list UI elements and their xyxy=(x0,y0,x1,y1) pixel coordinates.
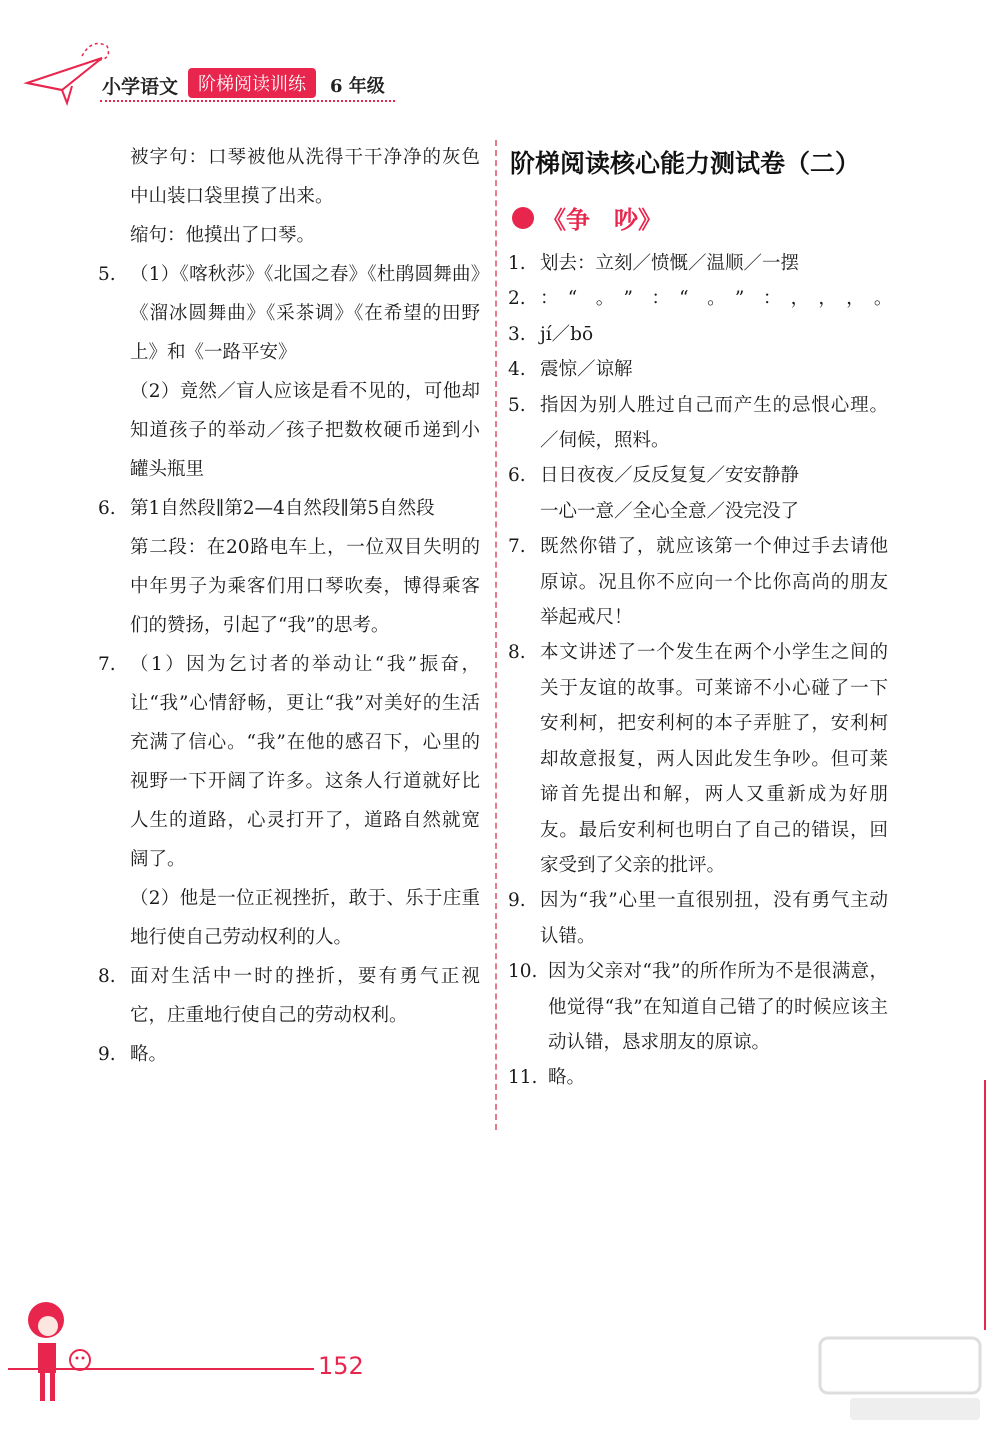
test-title: 阶梯阅读核心能力测试卷（二） xyxy=(510,149,861,178)
answer-subitem: 一心一意／全心全意／没完没了 xyxy=(540,500,800,522)
item-number: 5. xyxy=(508,394,526,416)
item-text: （1）因为乞讨者的举动让“我”振奋，让“我”心情舒畅，更让“我”对美好的生活充满了信心。“我”在他的感召下，心里的视野一下开阔了许多。这条人行道就好比人生的道路，心灵打开了，道路自然就宽阔了。 xyxy=(130,654,480,870)
item-text: 本文讲述了一个发生在两个小学生之间的关于友谊的故事。可莱谛不小心碰了一下安利柯，把安利柯的本子弄脏了，安利柯却故意报复，两人因此发生争吵。但可莱谛首先提出和解，两人又重新成为好朋友。最后安利柯也明白了自己的错误，回家受到了父亲的批评。 xyxy=(540,642,888,876)
paper-plane-icon xyxy=(22,38,112,108)
header-grade: 6 年级 xyxy=(330,76,385,97)
item-text: 指因为别人胜过自己而产生的忌恨心理。／伺候，照料。 xyxy=(540,394,888,452)
item-number: 8. xyxy=(508,642,526,664)
item-text: 划去：立刻／愤慨／温顺／一摆 xyxy=(540,253,800,274)
answer-item-6 xyxy=(98,489,480,528)
section-title-text: 《争 吵》 xyxy=(542,205,662,234)
answer-item-7 xyxy=(98,645,480,879)
item-text: 因为父亲对“我”的所作所为不是很满意，他觉得“我”在知道自己错了的时候应该主动认错，恳求朋友的原谅。 xyxy=(548,961,888,1053)
item-number: 4. xyxy=(508,359,526,381)
item-number: 11. xyxy=(508,1067,538,1089)
header-subject: 小学语文 xyxy=(102,76,179,98)
item-number: 1. xyxy=(508,253,526,274)
page-header xyxy=(0,0,1000,110)
header-divider xyxy=(100,100,395,102)
answer-line: 被字句：口琴被他从洗得干干净净的灰色中山装口袋里摸了出来。 xyxy=(130,147,480,207)
item-number: 3. xyxy=(508,323,526,345)
answer-item-5 xyxy=(98,255,480,372)
item-number: 8. xyxy=(98,966,116,987)
answer-item xyxy=(508,246,888,281)
answer-item xyxy=(508,352,888,387)
answer-item xyxy=(508,635,888,883)
answer-subitem: 第二段：在20路电车上，一位双目失明的中年男子为乘客们用口琴吹奏，博得乘客们的赞扬，引起了“我”的思考。 xyxy=(130,537,480,636)
item-text: 面对生活中一时的挫折，要有勇气正视它，庄重地行使自己的劳动权利。 xyxy=(130,966,480,1026)
item-number: 7. xyxy=(508,536,526,558)
item-text: 略。 xyxy=(548,1067,586,1089)
answer-item xyxy=(508,1060,888,1095)
answer-item xyxy=(508,954,888,1060)
watermark-logo-icon xyxy=(810,1330,990,1430)
answer-item xyxy=(508,281,893,316)
answer-line: 缩句：他摸出了口琴。 xyxy=(130,225,316,246)
item-number: 7. xyxy=(98,654,116,675)
item-text: 日日夜夜／反反复复／安安静静 xyxy=(540,465,800,487)
answer-item xyxy=(508,529,888,635)
item-text: ： “ 。 ” ： “ 。 ” ： ， ， ， 。 xyxy=(540,288,893,310)
girl-illustration-icon xyxy=(18,1298,108,1408)
item-text: jí／bō xyxy=(540,323,594,345)
footer-line xyxy=(8,1368,314,1370)
item-number: 6. xyxy=(98,498,116,519)
left-answer-column xyxy=(98,138,480,1074)
answer-item-8 xyxy=(98,957,480,1035)
item-number: 10. xyxy=(508,961,538,983)
item-text: 既然你错了，就应该第一个伸过手去请他原谅。况且你不应向一个比你高尚的朋友举起戒尺！ xyxy=(540,536,888,629)
answer-item-9 xyxy=(98,1035,480,1074)
item-number: 9. xyxy=(508,890,526,912)
item-text: （1）《喀秋莎》《北国之春》《杜鹃圆舞曲》《溜冰圆舞曲》《采茶调》《在希望的田野上》和《一路平安》 xyxy=(130,264,480,363)
answer-item xyxy=(508,388,888,459)
answer-item xyxy=(508,317,888,352)
header-series-badge: 阶梯阅读训练 xyxy=(188,68,316,98)
answer-subitem: （2）他是一位正视挫折，敢于、乐于庄重地行使自己劳动权利的人。 xyxy=(130,888,480,948)
item-text: 因为“我”心里一直很别扭，没有勇气主动认错。 xyxy=(540,890,888,947)
answer-item xyxy=(508,883,888,954)
answer-item xyxy=(508,458,888,493)
column-divider xyxy=(495,140,497,1130)
section-title xyxy=(512,200,662,235)
page-number: 152 xyxy=(318,1352,364,1380)
item-text: 略。 xyxy=(130,1044,168,1065)
item-text: 震惊／谅解 xyxy=(540,359,633,381)
item-number: 6. xyxy=(508,465,526,487)
bullet-dot-icon xyxy=(512,207,534,229)
item-number: 5. xyxy=(98,264,116,285)
item-number: 2. xyxy=(508,288,526,310)
right-answer-column xyxy=(508,246,893,1096)
answer-subitem: （2）竟然／盲人应该是看不见的，可他却知道孩子的举动／孩子把数枚硬币递到小罐头瓶里 xyxy=(130,381,480,480)
item-text: 第1自然段∥第2—4自然段∥第5自然段 xyxy=(130,498,435,519)
item-number: 9. xyxy=(98,1044,116,1065)
page-edge-line xyxy=(984,1080,986,1330)
